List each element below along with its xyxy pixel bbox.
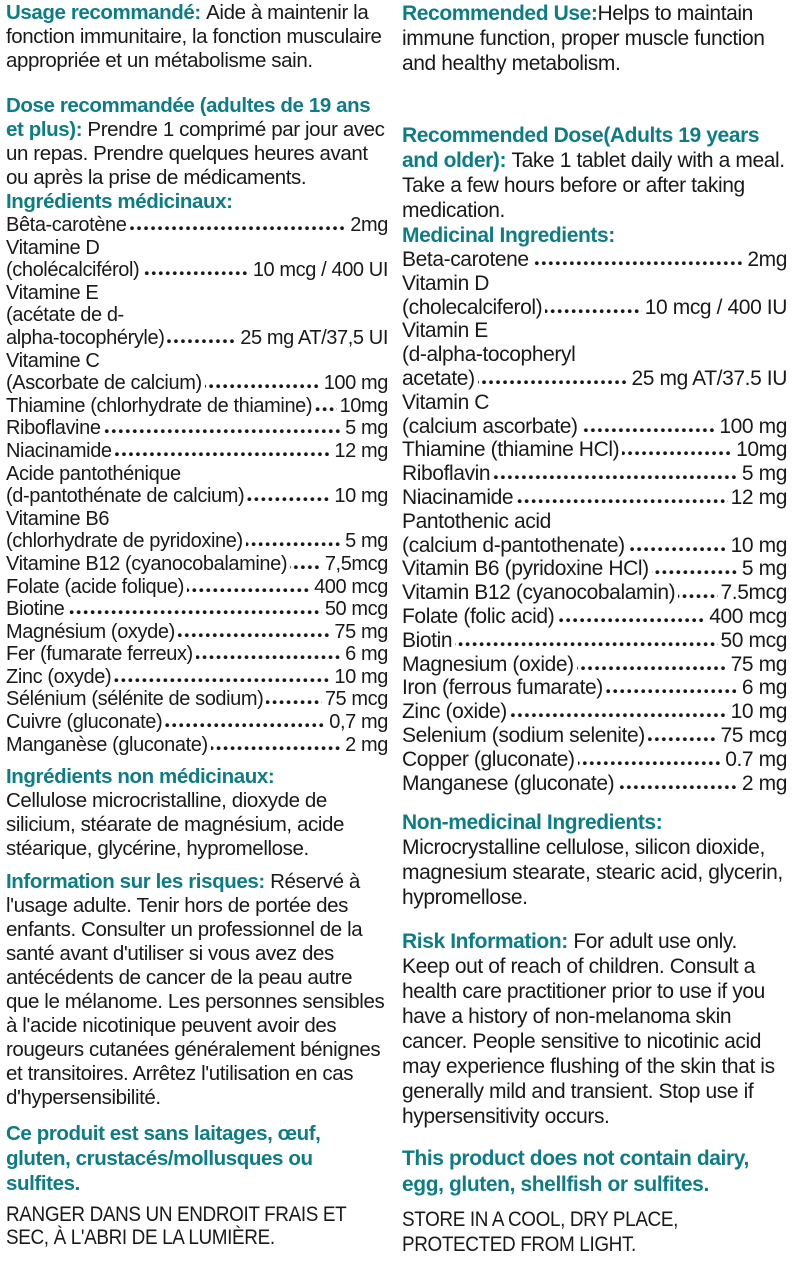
ingredient-row (6, 395, 388, 418)
ingredient-row (6, 214, 388, 237)
ingredient-row (402, 319, 787, 343)
ingredient-row (402, 343, 787, 367)
ingredient-row (402, 772, 787, 796)
ingredient-name: Vitamine B6 (6, 507, 110, 530)
medicinal-ingredients-heading-en: Medicinal Ingredients: (402, 224, 615, 247)
ingredient-value: 2mg (747, 248, 787, 271)
ingredient-row (6, 463, 388, 486)
risk-heading-en: Risk Information: (402, 930, 574, 954)
allergen-statement-fr: Ce produit est sans laitages, œuf, gluten, crustacés/mollusques ou sulfites. (6, 1122, 321, 1196)
ingredient-value: 2 mg (741, 771, 787, 795)
ingredient-row (6, 237, 388, 260)
dot-leader (510, 713, 728, 718)
ingredient-name: Copper (gluconate) (402, 747, 575, 771)
dot-leader (652, 570, 739, 575)
ingredient-row (6, 643, 388, 666)
ingredient-name: Sélénium (sélénite de sodium) (6, 688, 264, 711)
ingredient-name: Vitamine D (6, 236, 100, 259)
dot-leader (266, 700, 321, 705)
ingredient-value: 0.7 mg (725, 747, 787, 771)
ingredient-row (6, 259, 388, 282)
ingredient-name: Magnesium (oxide) (402, 652, 574, 676)
ingredient-value: 10 mcg / 400 UI (252, 259, 388, 282)
dot-leader (516, 499, 727, 504)
ingredient-value: 10mg (339, 394, 388, 417)
ingredient-row (6, 508, 388, 531)
ingredient-name: Riboflavin (402, 462, 491, 486)
ingredient-value: 10mg (736, 438, 787, 462)
ingredient-name: Biotin (402, 628, 453, 652)
ingredient-value: 75 mg (730, 652, 787, 676)
ingredient-name: (Ascorbate de calcium) (6, 372, 202, 395)
ingredient-name: (calcium ascorbate) (402, 414, 578, 438)
ingredient-row (402, 391, 787, 415)
ingredient-row (6, 711, 388, 734)
allergen-statement-en: This product does not contain dairy, egg, gluten, shellfish or sulfites. (402, 1147, 749, 1197)
ingredient-row (6, 621, 388, 644)
ingredient-value: 5 mg (345, 417, 388, 440)
dot-leader (211, 746, 342, 751)
non-medicinal-body-fr: Cellulose microcristalline, dioxyde de silicium, stéarate de magnésium, acide stéarique, glycérine, hypromellose. (6, 789, 345, 861)
ingredient-name: Thiamine (chlorhydrate de thiamine) (6, 394, 313, 417)
ingredient-name: Niacinamide (402, 485, 514, 509)
ingredient-name: Vitamine E (6, 281, 99, 304)
ingredient-row (6, 304, 388, 327)
non-medicinal-heading-en: Non-medicinal Ingredients: (402, 811, 663, 835)
ingredient-value: 12 mg (730, 485, 787, 509)
ingredient-name: (chlorhydrate de pyridoxine) (6, 530, 243, 553)
ingredient-value: 25 mg AT/37,5 UI (240, 326, 388, 349)
dot-leader (577, 666, 728, 671)
ingredient-row (402, 676, 787, 700)
ingredient-row (6, 282, 388, 305)
ingredient-name: Vitamin D (402, 271, 490, 295)
ingredient-row (402, 367, 787, 391)
french-column (0, 0, 396, 1271)
ingredient-row (402, 653, 787, 677)
dot-leader (678, 594, 717, 599)
usage-heading-fr: Usage recommandé: (6, 1, 207, 24)
dot-leader (246, 542, 342, 547)
dot-leader (617, 785, 739, 790)
ingredient-row (402, 415, 787, 439)
ingredient-value: 7.5mcg (720, 581, 787, 605)
ingredient-value: 10 mg (730, 700, 787, 724)
ingredient-name: Beta-carotene (402, 248, 529, 271)
ingredient-row (402, 748, 787, 772)
risk-section-en (402, 929, 787, 1129)
storage-note-en: STORE IN A COOL, DRY PLACE, PROTECTED FROM LIGHT. (402, 1208, 678, 1257)
ingredient-name: acetate) (402, 366, 475, 390)
ingredient-value: 25 mg AT/37.5 IU (631, 366, 787, 390)
dot-leader (129, 226, 347, 231)
dot-leader (545, 309, 641, 314)
ingredient-value: 10 mg (334, 485, 388, 508)
dot-leader (455, 642, 717, 647)
dot-leader (67, 610, 321, 615)
ingredient-name: Cuivre (gluconate) (6, 711, 163, 734)
ingredient-name: Riboflavine (6, 417, 101, 440)
dose-body-fr: Prendre 1 comprimé par jour avec un repas. Prendre quelques heures avant ou après la prise de médicaments. (6, 118, 385, 189)
ingredient-value: 75 mcg (324, 688, 388, 711)
ingredient-name: Manganèse (gluconate) (6, 733, 208, 756)
ingredient-value: 100 mg (719, 414, 787, 438)
dot-leader (557, 618, 706, 623)
ingredient-name: Vitamin E (402, 319, 488, 343)
ingredient-value: 0,7 mg (329, 711, 388, 734)
dot-leader (493, 475, 739, 480)
ingredient-value: 5 mg (741, 557, 787, 581)
ingredient-row (6, 666, 388, 689)
dose-body-en: Take 1 tablet daily with a meal. Take a few hours before or after taking medication. (402, 149, 785, 222)
risk-section-fr (6, 870, 388, 1110)
dot-leader (247, 497, 331, 502)
ingredient-row (6, 734, 388, 757)
ingredient-name: (d-pantothénate de calcium) (6, 485, 245, 508)
dot-leader (187, 588, 311, 593)
ingredient-name: Vitamin B6 (pyridoxine HCl) (402, 557, 649, 581)
risk-heading-fr: Information sur les risques: (6, 870, 271, 894)
dot-leader (532, 261, 745, 266)
ingredient-row (402, 700, 787, 724)
ingredient-row (402, 462, 787, 486)
ingredient-row (6, 417, 388, 440)
dot-leader (115, 452, 332, 457)
dot-leader (578, 761, 723, 766)
risk-body-en: For adult use only. Keep out of reach of children. Consult a health care practitioner prior to use if you have a history of non-melanoma skin cancer. People sensitive to nicotinic acid may experience flushing of the skin that is generally mild and transient. Stop use if hypersensitivity occurs. (402, 930, 775, 1129)
ingredient-name: Manganese (gluconate) (402, 771, 615, 795)
ingredient-name: (cholecalciferol) (402, 295, 543, 319)
ingredient-row (6, 688, 388, 711)
ingredient-row (402, 557, 787, 581)
ingredient-name: Biotine (6, 598, 65, 621)
dot-leader (114, 678, 331, 683)
ingredient-value: 10 mg (334, 665, 388, 688)
dose-heading-en: Recommended Dose(Adults 19 years and older): (402, 124, 760, 172)
dot-leader (606, 689, 739, 694)
usage-section-en (402, 1, 787, 76)
medicinal-ingredients-list-en (402, 248, 787, 795)
dose-heading-fr: Dose recommandée (adultes de 19 ans et plus): (6, 94, 371, 141)
ingredient-name: Folate (folic acid) (402, 604, 555, 628)
ingredient-name: Vitamine B12 (cyanocobalamine) (6, 552, 288, 575)
dot-leader (622, 451, 733, 456)
ingredient-value: 50 mcg (324, 598, 388, 621)
ingredient-row (6, 440, 388, 463)
dot-leader (104, 429, 343, 434)
english-column (396, 0, 793, 1271)
ingredient-row (6, 530, 388, 553)
ingredient-name: (cholécalciférol) (6, 259, 140, 282)
ingredient-value: 10 mg (730, 533, 787, 557)
ingredient-name: Thiamine (thiamine HCl) (402, 438, 620, 462)
ingredient-row (402, 629, 787, 653)
ingredient-row (402, 296, 787, 320)
dot-leader (478, 380, 629, 385)
ingredient-name: Zinc (oxyde) (6, 665, 112, 688)
ingredient-row (402, 605, 787, 629)
ingredient-name: (d-alpha-tocopheryl (402, 343, 576, 367)
ingredient-row (402, 724, 787, 748)
dose-section-fr (6, 94, 388, 190)
ingredient-value: 75 mcg (720, 723, 787, 747)
ingredient-row (402, 272, 787, 296)
ingredient-value: 50 mcg (720, 628, 787, 652)
ingredient-value: 12 mg (334, 439, 388, 462)
dot-leader (167, 339, 237, 344)
ingredient-row (402, 510, 787, 534)
usage-body-fr: Aide à maintenir la fonction immunitaire, la fonction musculaire appropriée et un métabolisme sain. (6, 1, 382, 72)
ingredient-value: 5 mg (345, 530, 388, 553)
ingredient-name: Magnésium (oxyde) (6, 620, 175, 643)
ingredient-name: Pantothenic acid (402, 509, 551, 533)
ingredient-name: Acide pantothénique (6, 462, 181, 485)
dot-leader (142, 271, 250, 276)
ingredient-value: 400 mcg (709, 604, 787, 628)
ingredient-row (402, 248, 787, 272)
dot-leader (628, 547, 728, 552)
ingredient-name: Zinc (oxide) (402, 700, 507, 724)
dot-leader (196, 655, 342, 660)
dot-leader (581, 428, 717, 433)
ingredient-name: Iron (ferrous fumarate) (402, 676, 603, 700)
dot-leader (165, 723, 326, 728)
ingredient-row (6, 598, 388, 621)
ingredient-row (402, 534, 787, 558)
ingredient-row (6, 350, 388, 373)
dot-leader (205, 384, 321, 389)
ingredient-name: (acétate de d- (6, 304, 124, 327)
medicinal-ingredients-heading-fr: Ingrédients médicinaux: (6, 190, 233, 213)
ingredient-name: Fer (fumarate ferreux) (6, 643, 193, 666)
dot-leader (290, 565, 322, 570)
ingredient-value: 5 mg (741, 462, 787, 486)
ingredient-value: 2 mg (345, 733, 388, 756)
ingredient-name: Vitamin B12 (cyanocobalamin) (402, 581, 676, 605)
non-medicinal-heading-fr: Ingrédients non médicinaux: (6, 765, 275, 789)
usage-body-en: Helps to maintain immune function, proper muscle function and healthy metabolism. (402, 2, 765, 75)
ingredient-value: 400 mcg (314, 575, 388, 598)
ingredient-value: 75 mg (334, 620, 388, 643)
non-medicinal-body-en: Microcrystalline cellulose, silicon dioxide, magnesium stearate, stearic acid, glycerin, hypromellose. (402, 836, 783, 910)
ingredient-value: 7,5mcg (324, 552, 388, 575)
ingredient-value: 10 mcg / 400 IU (644, 295, 787, 319)
ingredient-name: Vitamine C (6, 349, 100, 372)
ingredient-name: Folate (acide folique) (6, 575, 184, 598)
dot-leader (178, 633, 332, 638)
ingredient-value: 100 mg (323, 372, 388, 395)
storage-note-fr: RANGER DANS UN ENDROIT FRAIS ET SEC, À L'ABRI DE LA LUMIÈRE. (6, 1203, 346, 1250)
dot-leader (315, 407, 336, 412)
ingredient-row (402, 438, 787, 462)
usage-heading-en: Recommended Use: (402, 2, 598, 25)
ingredient-value: 6 mg (345, 643, 388, 666)
ingredient-row (402, 486, 787, 510)
ingredient-name: Bêta-carotène (6, 214, 127, 236)
medicinal-ingredients-list-fr (6, 214, 388, 756)
ingredient-name: (calcium d-pantothenate) (402, 533, 625, 557)
ingredient-name: alpha-tocophéryle) (6, 326, 165, 349)
ingredient-value: 6 mg (741, 676, 787, 700)
usage-section-fr (6, 1, 388, 73)
ingredient-row (6, 372, 388, 395)
ingredient-row (6, 576, 388, 599)
risk-body-fr: Réservé à l'usage adulte. Tenir hors de portée des enfants. Consulter un professionnel de la santé avant d'utiliser si vous avez des antécédents de cancer de la peau autre que le mélanome. Les personnes sensibles à l'acide nicotinique peuvent avoir des rougeurs cutanées généralement bénignes et transitoires. Arrêtez l'utilisation en cas d'hypersensibilité. (6, 870, 385, 1110)
ingredient-row (402, 581, 787, 605)
ingredient-name: Selenium (sodium selenite) (402, 723, 645, 747)
dot-leader (648, 737, 718, 742)
dose-section-en (402, 123, 787, 223)
ingredient-row (6, 485, 388, 508)
ingredient-row (6, 327, 388, 350)
ingredient-row (6, 553, 388, 576)
ingredient-name: Niacinamide (6, 439, 112, 462)
ingredient-name: Vitamin C (402, 390, 490, 414)
ingredient-value: 2mg (350, 214, 388, 236)
